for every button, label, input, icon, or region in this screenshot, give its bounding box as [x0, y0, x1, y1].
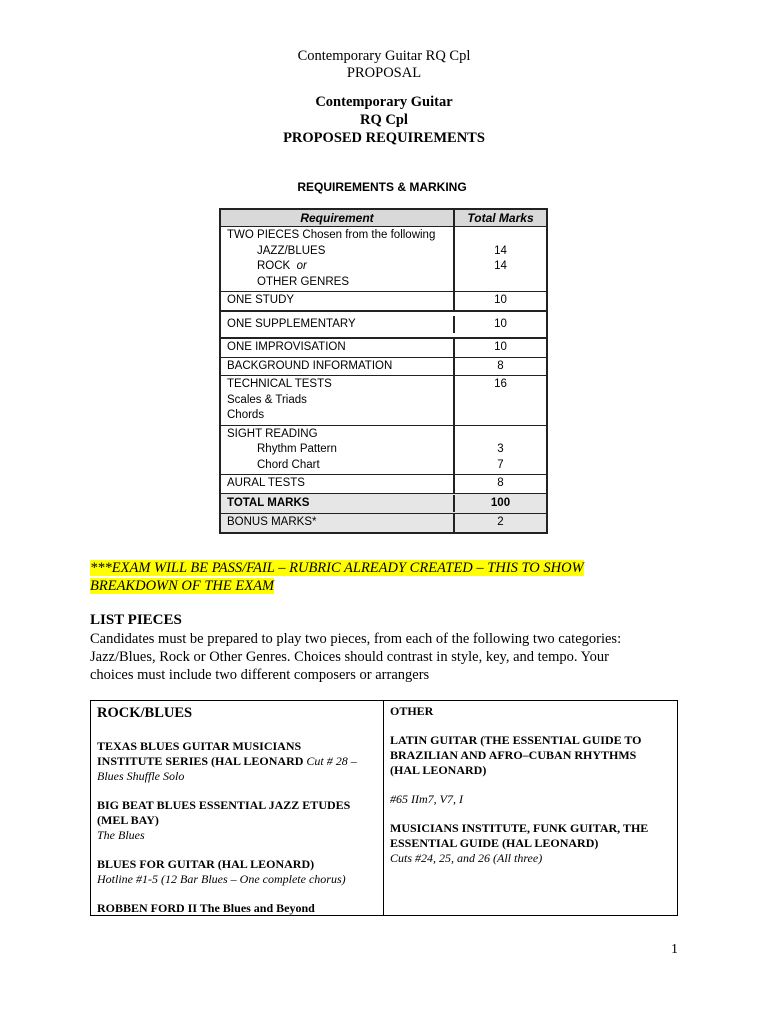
- table-header-row: [221, 210, 546, 226]
- sight-reading-label: SIGHT READING: [227, 427, 318, 440]
- page-number: 1: [671, 942, 678, 957]
- one-supplementary-label: ONE SUPPLEMENTARY: [227, 317, 356, 330]
- entry-detail: Cuts #24, 25, and 26 (All three): [390, 851, 543, 865]
- header-line-1: Contemporary Guitar RQ Cpl: [297, 48, 471, 64]
- entry-detail: The Blues: [97, 828, 145, 842]
- rock-text: ROCK: [257, 260, 291, 272]
- aural-tests-label: AURAL TESTS: [227, 477, 305, 489]
- table-row: [221, 513, 546, 532]
- list-item: [97, 901, 377, 916]
- table-row: [221, 375, 546, 425]
- table-row: [221, 337, 546, 357]
- list-pieces-paragraph: [90, 630, 670, 684]
- table-row: [221, 357, 546, 376]
- entry-title: LATIN GUITAR (THE ESSENTIAL GUIDE TO: [390, 733, 642, 747]
- entry-detail: Blues Shuffle Solo: [97, 769, 185, 783]
- rock-blues-heading: ROCK/BLUES: [97, 705, 193, 721]
- entry-detail: Cut # 28 –: [306, 754, 357, 768]
- jazz-marks: 14: [494, 244, 507, 257]
- list-pieces-line-2: Jazz/Blues, Rock or Other Genres. Choices should contrast in style, key, and tempo. Your: [90, 649, 609, 665]
- table-row: [221, 493, 546, 514]
- title-line-1: Contemporary Guitar: [315, 94, 453, 110]
- chord-chart-marks: 7: [497, 458, 504, 471]
- table-row: [221, 291, 546, 310]
- one-improvisation-label: ONE IMPROVISATION: [227, 341, 346, 353]
- other-column: [384, 701, 677, 915]
- list-item: [390, 821, 671, 866]
- rhythm-pattern-marks: 3: [497, 443, 504, 455]
- technical-marks: 16: [494, 378, 507, 390]
- chord-chart-label: Chord Chart: [257, 458, 320, 471]
- title-line-3: PROPOSED REQUIREMENTS: [283, 130, 485, 146]
- requirements-heading: REQUIREMENTS & MARKING: [297, 180, 467, 194]
- background-marks: 8: [497, 359, 504, 372]
- total-marks-label: TOTAL MARKS: [227, 496, 310, 509]
- marks-column-header: Total Marks: [467, 211, 534, 225]
- entry-title: BLUES FOR GUITAR (HAL LEONARD): [97, 857, 315, 871]
- one-supplementary-marks: 10: [494, 317, 507, 330]
- exam-note-line-2: BREAKDOWN OF THE EXAM: [90, 578, 275, 594]
- rock-label: [227, 259, 447, 275]
- chords-label: Chords: [227, 409, 265, 421]
- entry-title: (MEL BAY): [97, 813, 159, 827]
- one-improvisation-marks: 10: [494, 341, 507, 353]
- background-label: BACKGROUND INFORMATION: [227, 359, 393, 372]
- entry-detail: Hotline #1-5 (12 Bar Blues – One complete chorus): [97, 872, 346, 886]
- total-marks-value: 100: [490, 496, 511, 509]
- entry-title: BIG BEAT BLUES ESSENTIAL JAZZ ETUDES: [97, 798, 351, 812]
- entry-title: (HAL LEONARD): [390, 763, 487, 777]
- entry-detail: #65 IIm7, V7, I: [390, 792, 463, 806]
- requirements-table: [219, 208, 548, 534]
- rock-marks: 14: [494, 260, 507, 272]
- two-pieces-label: TWO PIECES Chosen from the following: [227, 229, 436, 241]
- table-row: [221, 425, 546, 475]
- jazz-blues-label: JAZZ/BLUES: [257, 244, 326, 257]
- title-line-2: RQ Cpl: [360, 112, 408, 128]
- rhythm-pattern-label: Rhythm Pattern: [257, 443, 337, 455]
- aural-tests-marks: 8: [497, 477, 504, 489]
- one-study-marks: 10: [494, 294, 507, 306]
- rock-blues-column: [91, 701, 384, 915]
- exam-note: [90, 559, 650, 595]
- list-pieces-line-1: Candidates must be prepared to play two pieces, from each of the following two categories:: [90, 631, 622, 647]
- bonus-marks-value: 2: [497, 516, 504, 528]
- bonus-marks-label: BONUS MARKS*: [227, 516, 317, 528]
- other-genres-label: OTHER GENRES: [257, 275, 350, 288]
- rock-or-text: or: [296, 260, 307, 272]
- other-heading: OTHER: [390, 704, 434, 718]
- entry-title: INSTITUTE SERIES (HAL LEONARD: [97, 754, 304, 768]
- technical-tests-label: TECHNICAL TESTS: [227, 378, 332, 390]
- header-line-2: PROPOSAL: [346, 65, 422, 81]
- table-row: [221, 310, 546, 338]
- list-item: [97, 798, 377, 843]
- entry-title: ROBBEN FORD II The Blues and Beyond: [97, 901, 315, 915]
- list-item: [97, 857, 377, 887]
- list-item: [390, 733, 671, 778]
- list-pieces-heading: LIST PIECES: [90, 612, 182, 628]
- requirement-column-header: Requirement: [221, 210, 455, 226]
- entry-title: TEXAS BLUES GUITAR MUSICIANS: [97, 739, 302, 753]
- list-pieces-line-3: choices must include two different composers or arrangers: [90, 667, 430, 683]
- pieces-table: [90, 700, 678, 916]
- table-row: [221, 474, 546, 493]
- scales-label: Scales & Triads: [227, 393, 307, 406]
- entry-title: MUSICIANS INSTITUTE, FUNK GUITAR, THE: [390, 821, 649, 835]
- exam-note-line-1: ***EXAM WILL BE PASS/FAIL – RUBRIC ALREADY CREATED – THIS TO SHOW: [90, 560, 584, 576]
- entry-title: ESSENTIAL GUIDE (HAL LEONARD): [390, 836, 599, 850]
- one-study-label: ONE STUDY: [227, 294, 295, 306]
- list-item: [97, 739, 377, 784]
- entry-title: BRAZILIAN AND AFRO–CUBAN RHYTHMS: [390, 748, 637, 762]
- table-row: [221, 226, 546, 291]
